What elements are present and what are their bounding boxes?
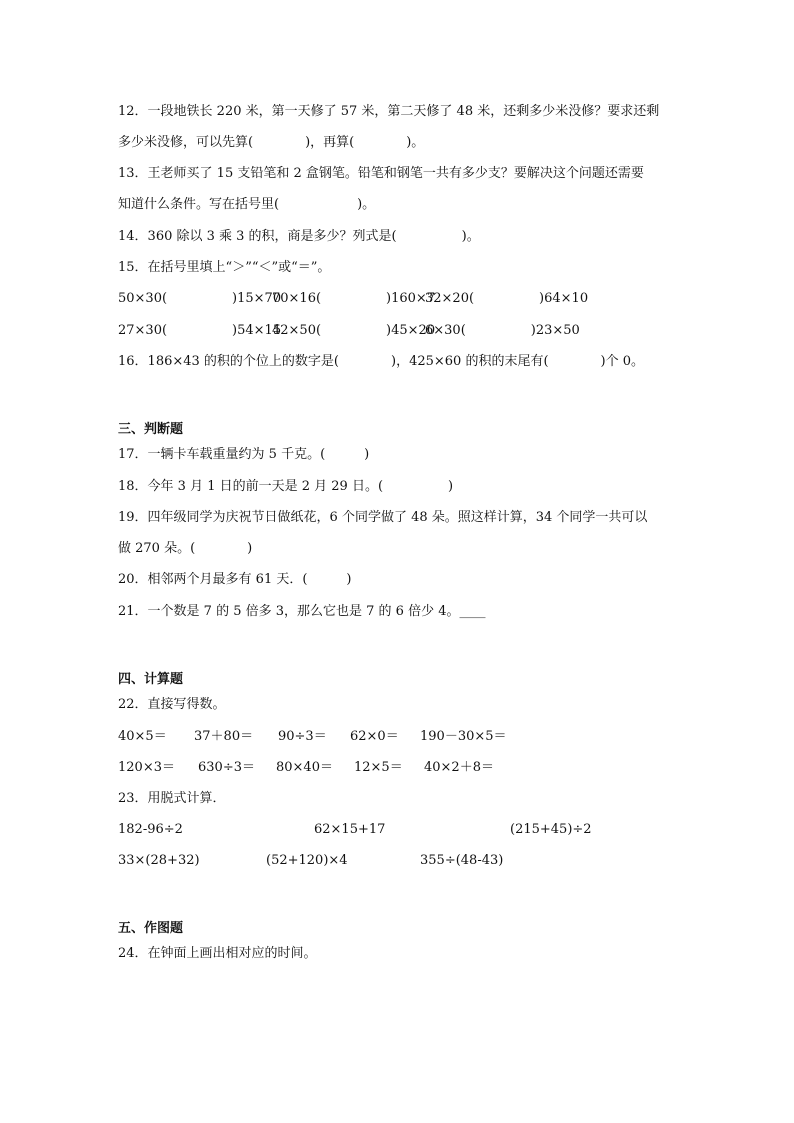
- section-3-heading: 三、判断题: [118, 422, 184, 437]
- comparison-item: 6×30( )23×50: [425, 323, 580, 338]
- question-14: 14．360 除以 3 乘 3 的积，商是多少？列式是( )。: [118, 229, 480, 244]
- comparison-item: 27×30( )54×15: [118, 323, 282, 338]
- question-16: 16．186×43 的积的个位上的数字是( )，425×60 的积的末尾有( )个 0。: [118, 354, 644, 369]
- question-21: 21．一个数是 7 的 5 倍多 3，那么它也是 7 的 6 倍少 4。____: [118, 604, 486, 619]
- expression-item: 33×(28+32): [118, 853, 200, 868]
- comparison-item: 32×20( )64×10: [425, 291, 589, 306]
- question-12-line-1: 12．一段地铁长 220 米，第一天修了 57 米，第二天修了 48 米，还剩多少米没修？要求还剩: [118, 104, 660, 119]
- question-13-line-1: 13．王老师买了 15 支铅笔和 2 盒钢笔。铅笔和钢笔一共有多少支？要解决这个问题还需要: [118, 166, 644, 181]
- question-22: 22．直接写得数。: [118, 697, 226, 712]
- arithmetic-item: 62×0＝: [350, 729, 399, 744]
- question-24: 24．在钟面上画出相对应的时间。: [118, 946, 317, 961]
- comparison-item: 70×16( )160×7: [272, 291, 436, 306]
- section-4-heading: 四、计算题: [118, 672, 184, 687]
- arithmetic-item: 630÷3＝: [198, 760, 255, 775]
- expression-item: (215+45)÷2: [510, 822, 592, 837]
- section-5-heading: 五、作图题: [118, 921, 184, 936]
- question-23: 23．用脱式计算．: [118, 791, 226, 806]
- question-18: 18．今年 3 月 1 日的前一天是 2 月 29 日。( ): [118, 479, 454, 494]
- arithmetic-item: 80×40＝: [276, 760, 333, 775]
- arithmetic-item: 90÷3＝: [278, 729, 327, 744]
- comparison-item: 42×50( )45×20: [272, 323, 436, 338]
- expression-item: 182-96÷2: [118, 822, 183, 837]
- question-19-line-2: 做 270 朵。( ): [118, 541, 253, 556]
- arithmetic-item: 40×2＋8＝: [424, 760, 494, 775]
- question-19-line-1: 19．四年级同学为庆祝节日做纸花，6 个同学做了 48 朵。照这样计算，34 个同学一共可以: [118, 510, 648, 525]
- expression-item: (52+120)×4: [266, 853, 348, 868]
- comparison-item: 50×30( )15×70: [118, 291, 282, 306]
- arithmetic-item: 37＋80＝: [194, 729, 254, 744]
- arithmetic-item: 12×5＝: [354, 760, 403, 775]
- arithmetic-item: 40×5＝: [118, 729, 167, 744]
- question-20: 20．相邻两个月最多有 61 天．( ): [118, 572, 352, 587]
- arithmetic-item: 120×3＝: [118, 760, 175, 775]
- expression-item: 355÷(48-43): [420, 853, 504, 868]
- question-12-line-2: 多少米没修，可以先算( )，再算( )。: [118, 135, 425, 150]
- expression-item: 62×15+17: [314, 822, 386, 837]
- arithmetic-item: 190－30×5＝: [420, 729, 507, 744]
- question-13-line-2: 知道什么条件。写在括号里( )。: [118, 197, 376, 212]
- question-17: 17．一辆卡车载重量约为 5 千克。( ): [118, 447, 370, 462]
- question-15: 15．在括号里填上“＞”“＜”或“＝”。: [118, 260, 331, 275]
